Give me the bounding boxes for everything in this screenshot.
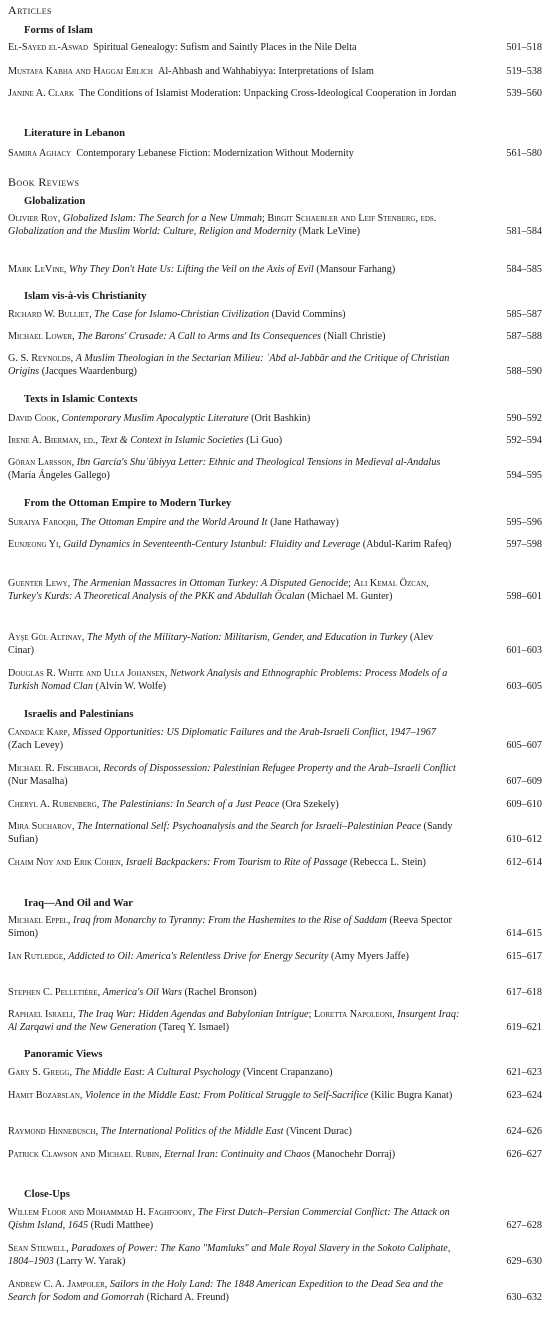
- page-range: 590–592: [506, 413, 542, 424]
- subhead-forms-of-islam: Forms of Islam: [24, 25, 93, 36]
- title: The Conditions of Islamist Moderation: Unpacking Cross-Ideological Cooperation in Jordan: [79, 88, 457, 99]
- review-entry: Suraiya Faroqhi, The Ottoman Empire and the World Around It (Jane Hathaway) 595–596: [8, 517, 542, 528]
- review-entry: G. S. Reynolds, A Muslim Theologian in the Sectarian Milieu: ʿAbd al-Jabbār and the Critique of Christian Origins (Jacques Waardenburg) 588–590: [8, 353, 542, 377]
- review-entry: Cheryl A. Rubenberg, The Palestinians: In Search of a Just Peace (Ora Szekely) 609–610: [8, 799, 542, 810]
- review-entry: Göran Larsson, Ibn García's Shuʿūbiyya Letter: Ethnic and Theological Tensions in Medieval al-Andalus (María Ángeles Gallego) 594–595: [8, 457, 542, 481]
- page-range: 619–621: [506, 1021, 542, 1033]
- page-range: 501–518: [506, 42, 542, 53]
- page-range: 587–588: [506, 331, 542, 342]
- page-range: 617–618: [506, 987, 542, 998]
- book-reviews-heading: Book Reviews: [8, 175, 80, 189]
- review-entry: Guenter Lewy, The Armenian Massacres in Ottoman Turkey: A Disputed Genocide; Ali Kemal Özcan, Turkey's Kurds: A Theoretical Analysis of the PKK and Abdullah Öcalan (Michael M. Gunter) 598–601: [8, 578, 542, 602]
- article-entry: [8, 66, 542, 79]
- page-range: 627–628: [506, 1219, 542, 1231]
- subhead-ottoman-turkey: From the Ottoman Empire to Modern Turkey: [24, 498, 232, 509]
- review-entry: Michael Eppel, Iraq from Monarchy to Tyranny: From the Hashemites to the Rise of Saddam (Reeva Spector Simon) 614–615: [8, 915, 542, 939]
- page-range: 624–626: [506, 1126, 542, 1137]
- page-range: 581–584: [506, 225, 542, 237]
- review-entry: Stephen C. Pelletière, America's Oil Wars (Rachel Bronson) 617–618: [8, 987, 542, 998]
- review-entry: Mira Sucharov, The International Self: Psychoanalysis and the Search for Israeli–Palestinian Peace (Sandy Sufian) 610–612: [8, 821, 542, 845]
- subhead-panoramic: Panoramic Views: [24, 1049, 103, 1060]
- page-range: 610–612: [506, 833, 542, 845]
- subhead-globalization: Globalization: [24, 196, 86, 207]
- article-entry: [8, 88, 542, 101]
- article-entry: [8, 42, 542, 55]
- page-range: 597–598: [506, 539, 542, 550]
- page-range: 629–630: [506, 1255, 542, 1267]
- review-entry: Irene A. Bierman, ed., Text & Context in Islamic Societies (Li Guo) 592–594: [8, 435, 542, 446]
- articles-heading: Articles: [8, 3, 52, 17]
- page-range: 612–614: [506, 857, 542, 868]
- review-entry: Hamit Bozarslan, Violence in the Middle East: From Political Struggle to Self-Sacrifice (Kilic Bugra Kanat) 623–624: [8, 1090, 542, 1101]
- page-range: 594–595: [506, 469, 542, 481]
- author: Mustafa Kabha and Haggai Erlich: [8, 66, 153, 77]
- review-entry: Andrew C. A. Jampoler, Sailors in the Holy Land: The 1848 American Expedition to the Dead Sea and the Search for Sodom and Gomorrah (Richard A. Freund) 630–632: [8, 1279, 542, 1303]
- page-range: 598–601: [506, 590, 542, 602]
- page-range: 585–587: [506, 309, 542, 320]
- review-entry: Gary S. Gregg, The Middle East: A Cultural Psychology (Vincent Crapanzano) 621–623: [8, 1067, 542, 1078]
- title: Contemporary Lebanese Fiction: Modernization Without Modernity: [76, 148, 354, 159]
- review-entry: Michael Lower, The Barons' Crusade: A Call to Arms and Its Consequences (Niall Christie) 587–588: [8, 331, 542, 342]
- page-range: 621–623: [506, 1067, 542, 1078]
- author: Janine A. Clark: [8, 88, 75, 99]
- review-entry: Richard W. Bulliet, The Case for Islamo-Christian Civilization (David Commins) 585–587: [8, 309, 542, 320]
- page-range: 561–580: [506, 148, 542, 159]
- review-entry: Chaim Noy and Erik Cohen, Israeli Backpackers: From Tourism to Rite of Passage (Rebecca L. Stein) 612–614: [8, 857, 542, 868]
- review-entry: Raphael Israeli, The Iraq War: Hidden Agendas and Babylonian Intrigue; Loretta Napoleoni, Insurgent Iraq: Al Zarqawi and the New Generation (Tareq Y. Ismael) 619–621: [8, 1009, 542, 1033]
- article-entry: [8, 148, 542, 161]
- page-range: 626–627: [506, 1149, 542, 1160]
- review-entry: Mark LeVine, Why They Don't Hate Us: Lifting the Veil on the Axis of Evil (Mansour Farhang) 584–585: [8, 264, 542, 275]
- page-range: 630–632: [506, 1291, 542, 1303]
- review-entry: Candace Karp, Missed Opportunities: US Diplomatic Failures and the Arab-Israeli Conflict, 1947–1967 (Zach Levey) 605–607: [8, 727, 542, 751]
- review-entry: Raymond Hinnebusch, The International Politics of the Middle East (Vincent Durac) 624–626: [8, 1126, 542, 1137]
- author: El-Sayed el-Aswad: [8, 42, 89, 53]
- page-range: 592–594: [506, 435, 542, 446]
- review-entry: Patrick Clawson and Michael Rubin, Eternal Iran: Continuity and Chaos (Manochehr Dorraj) 626–627: [8, 1149, 542, 1160]
- title: Al-Ahbash and Wahhabiyya: Interpretations of Islam: [157, 66, 374, 77]
- subhead-texts-islamic: Texts in Islamic Contexts: [24, 394, 138, 405]
- author: Samira Aghacy: [8, 148, 72, 159]
- page-range: 588–590: [506, 365, 542, 377]
- page-range: 623–624: [506, 1090, 542, 1101]
- page-range: 595–596: [506, 517, 542, 528]
- subhead-literature-lebanon: Literature in Lebanon: [24, 128, 126, 139]
- title: Spiritual Genealogy: Sufism and Saintly Places in the Nile Delta: [93, 42, 357, 53]
- page-range: 614–615: [506, 927, 542, 939]
- review-entry: Sean Stilwell, Paradoxes of Power: The Kano "Mamluks" and Male Royal Slavery in the Sokoto Caliphate, 1804–1903 (Larry W. Yarak) 629–630: [8, 1243, 542, 1267]
- subhead-israelis-palestinians: Israelis and Palestinians: [24, 709, 134, 720]
- review-entry: Douglas R. White and Ulla Johansen, Network Analysis and Ethnographic Problems: Process Models of a Turkish Nomad Clan (Alvin W. Wolfe) 603–605: [8, 668, 542, 692]
- review-entry: Olivier Roy, Globalized Islam: The Search for a New Ummah; Birgit Schaebler and Leif Stenberg, eds. Globalization and the Muslim World: Culture, Religion and Modernity (Mark LeVine) 581–584: [8, 213, 542, 237]
- page-range: 539–560: [506, 88, 542, 99]
- review-entry: Ian Rutledge, Addicted to Oil: America's Relentless Drive for Energy Security (Amy Myers Jaffe) 615–617: [8, 951, 542, 962]
- review-entry: David Cook, Contemporary Muslim Apocalyptic Literature (Orit Bashkin) 590–592: [8, 413, 542, 424]
- review-entry: Eunjeong Yi, Guild Dynamics in Seventeenth-Century Istanbul: Fluidity and Leverage (Abdul-Karim Rafeq) 597–598: [8, 539, 542, 550]
- review-entry: Michael R. Fischbach, Records of Dispossession: Palestinian Refugee Property and the Arab–Israeli Conflict (Nur Masalha) 607–609: [8, 763, 542, 787]
- page-range: 615–617: [506, 951, 542, 962]
- subhead-close-ups: Close-Ups: [24, 1189, 70, 1200]
- page-range: 605–607: [506, 739, 542, 751]
- page-range: 519–538: [506, 66, 542, 77]
- page-range: 603–605: [506, 680, 542, 692]
- review-entry: Ayşe Gül Altinay, The Myth of the Military-Nation: Militarism, Gender, and Education in Turkey (Alev Cinar) 601–603: [8, 632, 542, 656]
- page-range: 609–610: [506, 799, 542, 810]
- page-range: 607–609: [506, 775, 542, 787]
- page-range: 601–603: [506, 644, 542, 656]
- subhead-iraq-oil-war: Iraq—And Oil and War: [24, 898, 134, 909]
- review-entry: Willem Floor and Mohammad H. Faghfoory, The First Dutch–Persian Commercial Conflict: The Attack on Qishm Island, 1645 (Rudi Matthee) 627–628: [8, 1207, 542, 1231]
- page-range: 584–585: [506, 264, 542, 275]
- subhead-islam-christianity: Islam vis-à-vis Christianity: [24, 291, 147, 302]
